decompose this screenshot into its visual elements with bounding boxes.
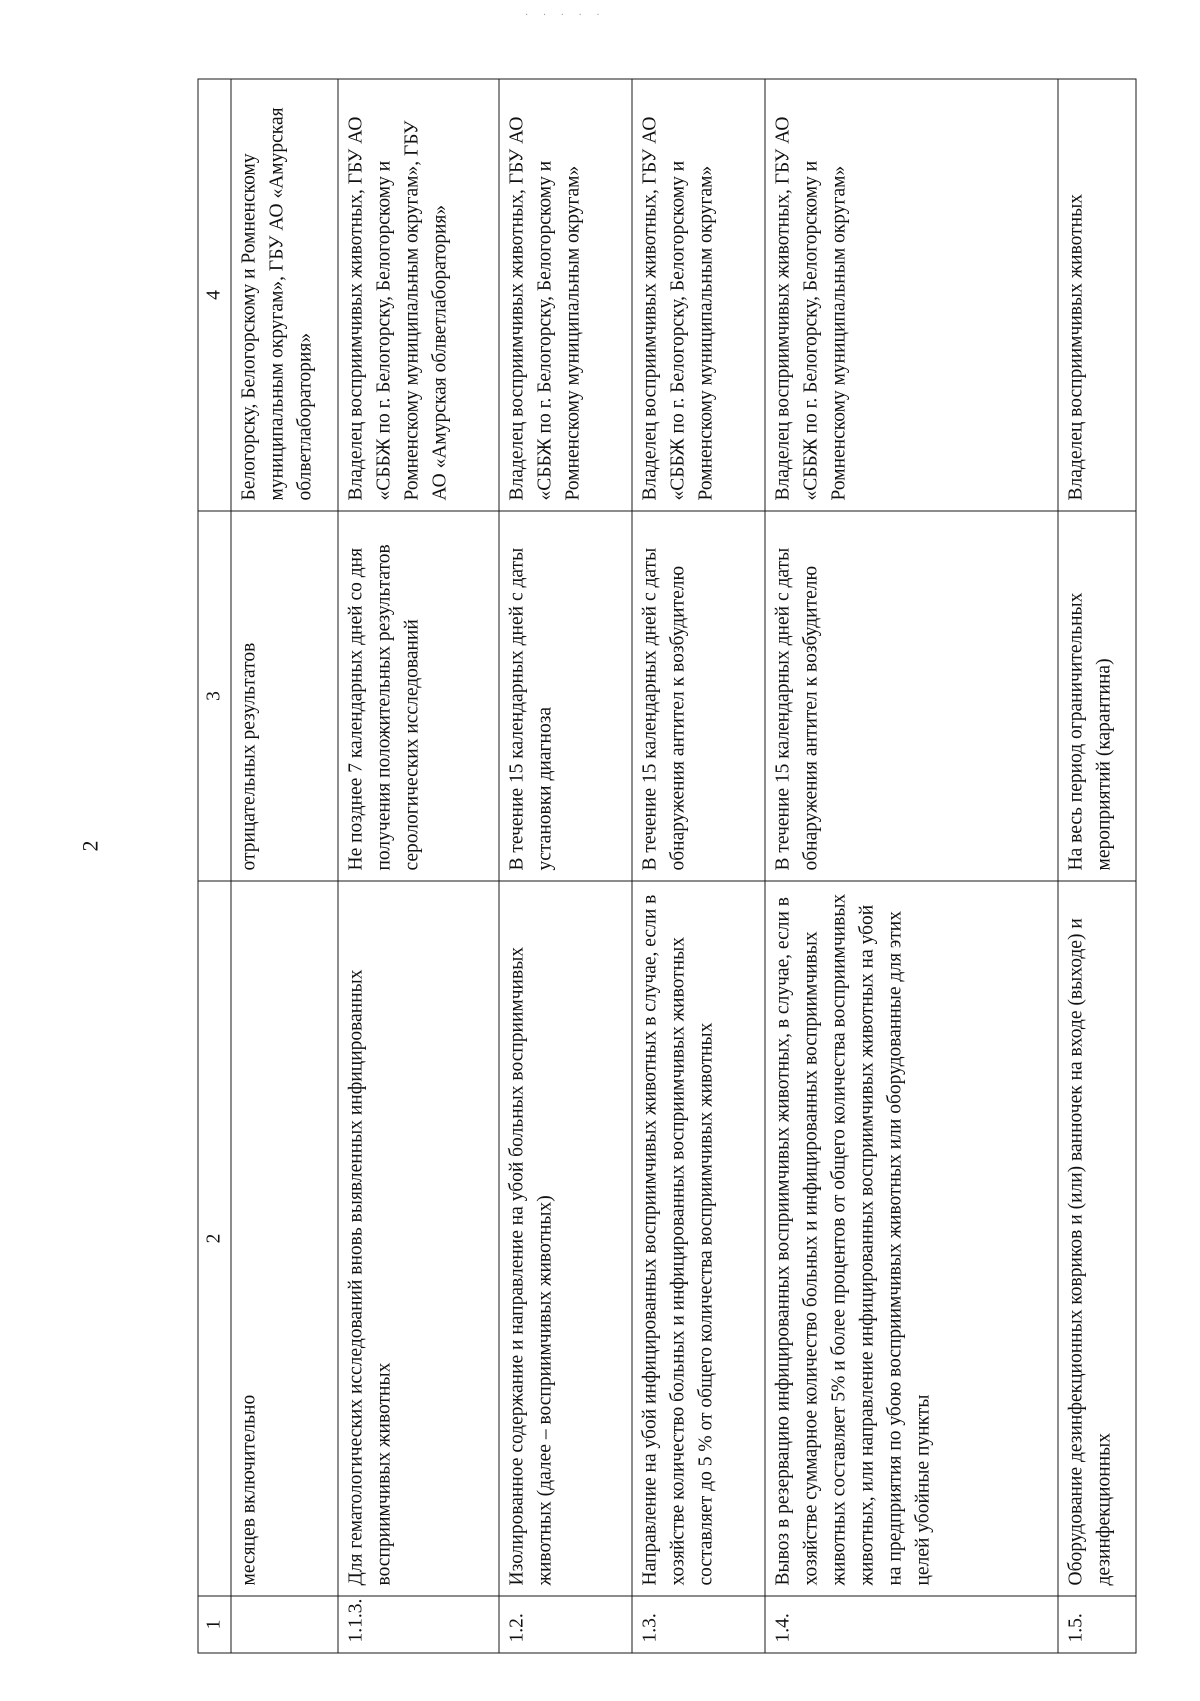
- row-number: 1.5.: [1058, 1596, 1136, 1653]
- table-row: [338, 79, 499, 1653]
- row-action: Направление на убой инфицированных восприимчивых животных в случае, если в хозяйстве количество больных и инфицированных восприимчивых животных составляет до 5 % от общего количества восприимчивых животных: [632, 881, 765, 1596]
- row-number: [231, 1596, 338, 1653]
- row-action: Оборудование дезинфекционных ковриков и (или) ванночек на входе (выходе) и дезинфекционных: [1058, 881, 1136, 1596]
- row-action: Изолированное содержание и направление на убой больных восприимчивых животных (далее – восприимчивых животных): [499, 881, 632, 1596]
- row-number: 1.2.: [499, 1596, 632, 1653]
- table-row: [231, 79, 338, 1653]
- row-action: Для гематологических исследований вновь выявленных инфицированных восприимчивых животных: [338, 881, 499, 1596]
- row-responsible: Белогорску, Белогорскому и Ромненскому муниципальным округам», ГБУ АО «Амурская облветлаборатория»: [231, 79, 338, 511]
- header-col-4: 4: [198, 79, 231, 511]
- row-term: В течение 15 календарных дней с даты обнаружения антител к возбудителю: [632, 511, 765, 881]
- row-number: 1.3.: [632, 1596, 765, 1653]
- row-term: В течение 15 календарных дней с даты обнаружения антител к возбудителю: [765, 511, 1058, 881]
- row-responsible: Владелец восприимчивых животных, ГБУ АО «СББЖ по г. Белогорску, Белогорскому и Ромненскому муниципальным округам», ГБУ АО «Амурская облветлаборатория»: [338, 79, 499, 511]
- row-term: отрицательных результатов: [231, 511, 338, 881]
- row-number: 1.4.: [765, 1596, 1058, 1653]
- header-col-3: 3: [198, 511, 231, 881]
- row-responsible: Владелец восприимчивых животных: [1058, 79, 1136, 511]
- table-header-row: [198, 79, 231, 1653]
- table-row: [1058, 79, 1136, 1653]
- header-col-1: 1: [198, 1596, 231, 1653]
- row-responsible: Владелец восприимчивых животных, ГБУ АО «СББЖ по г. Белогорску, Белогорскому и Ромненскому муниципальным округам»: [765, 79, 1058, 511]
- row-term: Не позднее 7 календарных дней со дня получения положительных результатов серологических исследований: [338, 511, 499, 881]
- scan-artifact: · · · · ·: [525, 10, 606, 21]
- row-term: На весь период ограничительных мероприятий (карантина): [1058, 511, 1136, 881]
- row-responsible: Владелец восприимчивых животных, ГБУ АО «СББЖ по г. Белогорску, Белогорскому и Ромненскому муниципальным округам»: [632, 79, 765, 511]
- row-responsible: Владелец восприимчивых животных, ГБУ АО «СББЖ по г. Белогорску, Белогорскому и Ромненскому муниципальным округам»: [499, 79, 632, 511]
- header-col-2: 2: [198, 881, 231, 1596]
- table-row: [765, 79, 1058, 1653]
- row-term: В течение 15 календарных дней с даты установки диагноза: [499, 511, 632, 881]
- row-action: месяцев включительно: [231, 881, 338, 1596]
- page-number: 2: [77, 840, 103, 852]
- table-row: [632, 79, 765, 1653]
- rotated-table-container: [198, 79, 1133, 1653]
- row-number: 1.1.3.: [338, 1596, 499, 1653]
- table-row: [499, 79, 632, 1653]
- measures-table: [198, 78, 1137, 1653]
- row-action: Вывоз в резервацию инфицированных восприимчивых животных, в случае, если в хозяйстве суммарное количество больных и инфицированных восприимчивых животных составляет 5% и более процентов от общего количества восприимчивых животных, или направление инфицированных восприимчивых животных на убой на предприятия по убою восприимчивых животных или оборудованные для этих целей убойные пункты: [765, 881, 1058, 1596]
